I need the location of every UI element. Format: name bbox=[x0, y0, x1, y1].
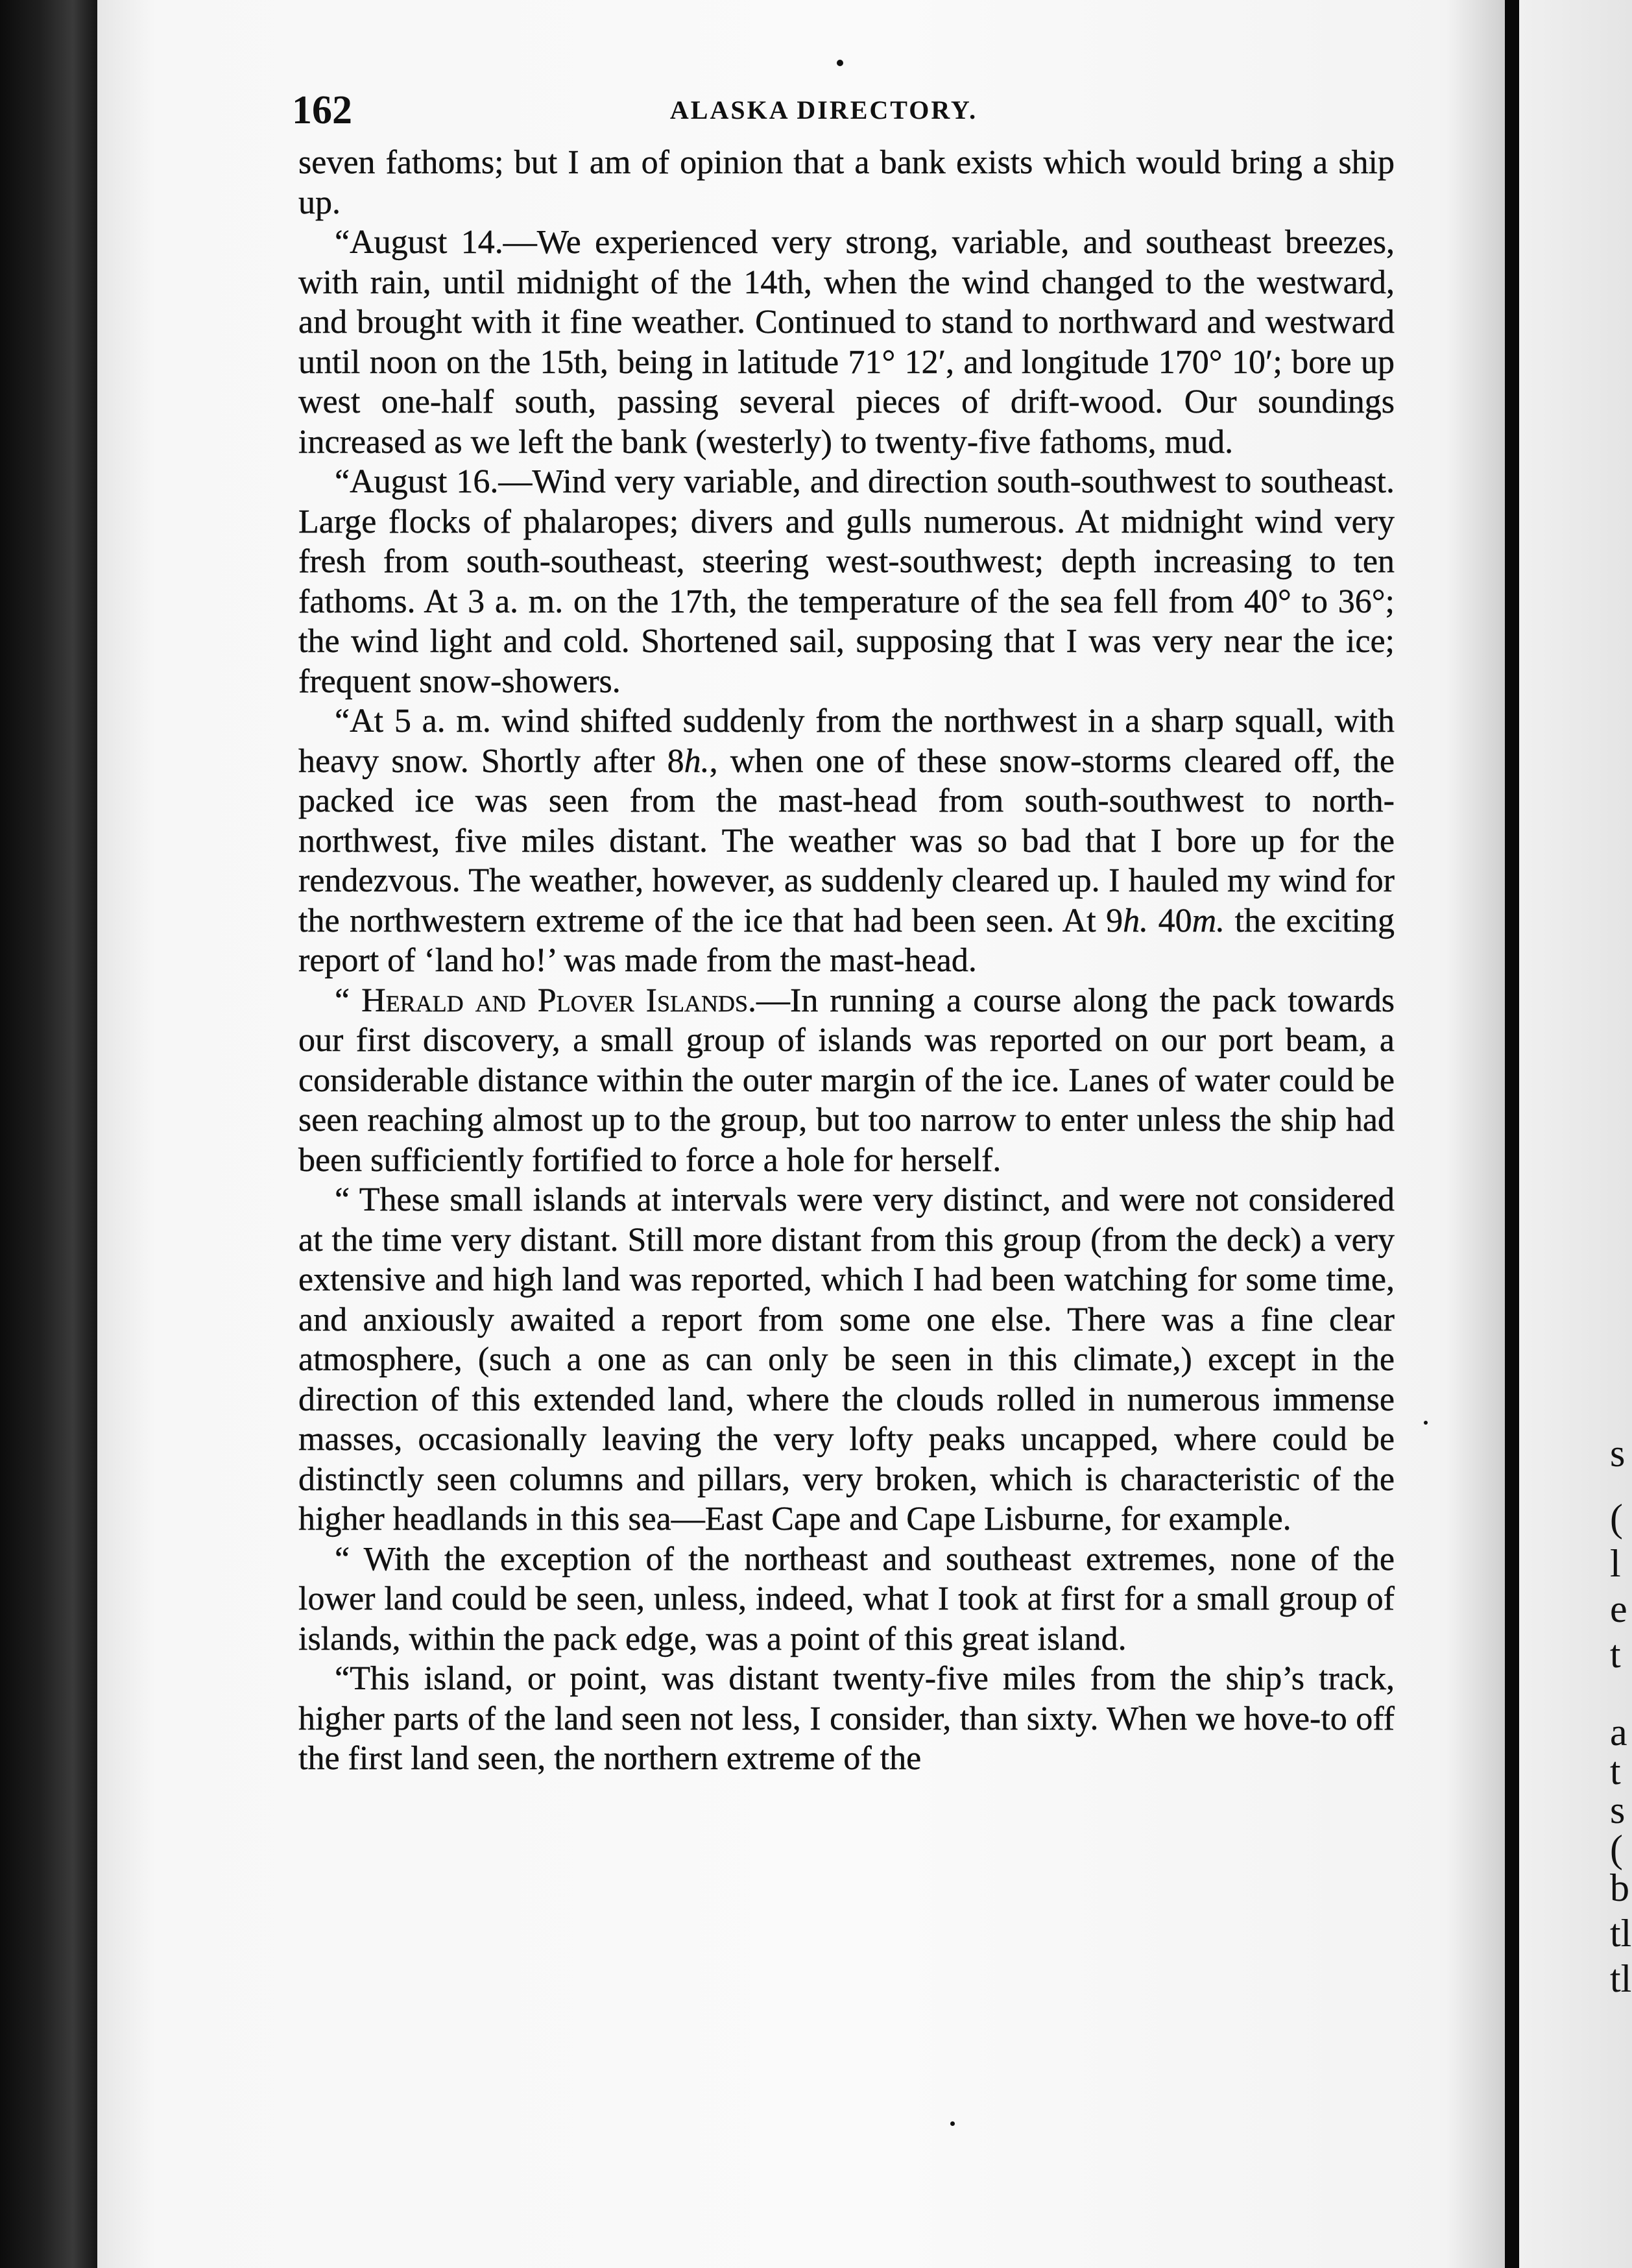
paragraph-text: the exciting report of ‘land ho!’ was made from the mast-head. bbox=[298, 902, 1395, 979]
print-speck bbox=[950, 2121, 955, 2126]
paragraph-text: 40 bbox=[1148, 902, 1192, 939]
book-binding-edge bbox=[0, 0, 97, 2268]
adjacent-page-fragment: ( bbox=[1610, 1828, 1623, 1870]
page-body bbox=[298, 143, 1395, 1779]
section-heading: “ Herald and Plover Islands. bbox=[335, 982, 757, 1019]
adjacent-page-fragment: ( bbox=[1610, 1497, 1623, 1539]
print-speck bbox=[1424, 1421, 1428, 1425]
italic-abbreviation: h. bbox=[1123, 902, 1149, 939]
paragraph-text: —In running a course along the pack towards our first discovery, a small group of islands was reported on our port beam, a considerable distance within the outer margin of the ice. Lanes of water could be seen reaching almost up to the group, but too narrow to enter unless the ship had been sufficiently fortified to force a hole for herself. bbox=[298, 982, 1395, 1179]
paragraph: “ With the exception of the northeast and southeast extremes, none of the lower land could be seen, unless, indeed, what I took at first for a small group of islands, within the pack edge, was a point of this great island. bbox=[298, 1540, 1395, 1658]
page-number: 162 bbox=[292, 88, 352, 132]
adjacent-page-fragment: tl bbox=[1610, 1957, 1632, 2000]
adjacent-page-fragment: l bbox=[1610, 1542, 1621, 1585]
paragraph: “ These small islands at intervals were very distinct, and were not considered at the time very distant. Still more distant from this group (from the deck) a very extensive and high land was reported, which I had been watching for some time, and anxiously awaited a report from some one else. There was a fine clear atmosphere, (such a one as can only be seen in this climate,) except in the direction of this extended land, where the clouds rolled in numerous immense masses, occasionally leaving the very lofty peaks uncapped, where could be distinctly seen columns and pillars, very broken, which is characteristic of the higher headlands in this sea—East Cape and Cape Lisburne, for example. bbox=[298, 1181, 1395, 1538]
page-header bbox=[292, 84, 1356, 136]
paragraph-text: , when one of these snow-storms cleared off, the packed ice was seen from the mast-head from south-southwest to north-northwest, five miles distant. The weather was so bad that I bore up for the rendezvous. The weather, however, as suddenly cleared up. I hauled my wind for the northwestern extreme of the ice that had been seen. At 9 bbox=[298, 742, 1395, 939]
adjacent-page-fragment: t bbox=[1610, 1633, 1621, 1676]
paragraph bbox=[298, 701, 1395, 981]
italic-abbreviation: h. bbox=[684, 742, 710, 780]
print-speck bbox=[837, 60, 843, 66]
paragraph: seven fathoms; but I am of opinion that a bank exists which would bring a ship up. bbox=[298, 144, 1395, 221]
paragraph bbox=[298, 981, 1395, 1181]
adjacent-page-fragment: s bbox=[1610, 1432, 1626, 1475]
paragraph-text: “At 5 a. m. wind shifted suddenly from the northwest in a sharp squall, with heavy snow. Shortly after 8 bbox=[298, 703, 1395, 780]
adjacent-page-fragment: e bbox=[1610, 1587, 1627, 1630]
adjacent-page-edge bbox=[1519, 0, 1632, 2268]
page-gutter bbox=[1505, 0, 1519, 2268]
running-title: ALASKA DIRECTORY. bbox=[669, 95, 978, 125]
paragraph: “August 16.—Wind very variable, and direction south-southwest to southeast. Large flocks of phalaropes; divers and gulls numerous. At midnight wind very fresh from south-southeast, steering west-southwest; depth increasing to ten fathoms. At 3 a. m. on the 17th, the temperature of the sea fell from 40° to 36°; the wind light and cold. Shortened sail, supposing that I was very near the ice; frequent snow-showers. bbox=[298, 463, 1395, 700]
paragraph: “August 14.—We experienced very strong, variable, and southeast breezes, with rain, until midnight of the 14th, when the wind changed to the westward, and brought with it fine weather. Continued to stand to northward and westward until noon on the 15th, being in latitude 71° 12′, and longitude 170° 10′; bore up west one-half south, passing several pieces of drift-wood. Our soundings increased as we left the bank (westerly) to twenty-five fathoms, mud. bbox=[298, 224, 1395, 461]
adjacent-page-fragment: a bbox=[1610, 1711, 1627, 1754]
adjacent-page-fragment: s bbox=[1610, 1789, 1626, 1831]
paragraph: “This island, or point, was distant twenty-five miles from the ship’s track, higher parts of the land seen not less, I consider, than sixty. When we hove-to off the first land seen, the northern extreme of the bbox=[298, 1660, 1395, 1777]
adjacent-page-fragment: tl bbox=[1610, 1912, 1632, 1955]
adjacent-page-fragment: t bbox=[1610, 1750, 1621, 1792]
adjacent-page-fragment: b bbox=[1610, 1866, 1629, 1909]
italic-abbreviation: m. bbox=[1192, 902, 1225, 939]
